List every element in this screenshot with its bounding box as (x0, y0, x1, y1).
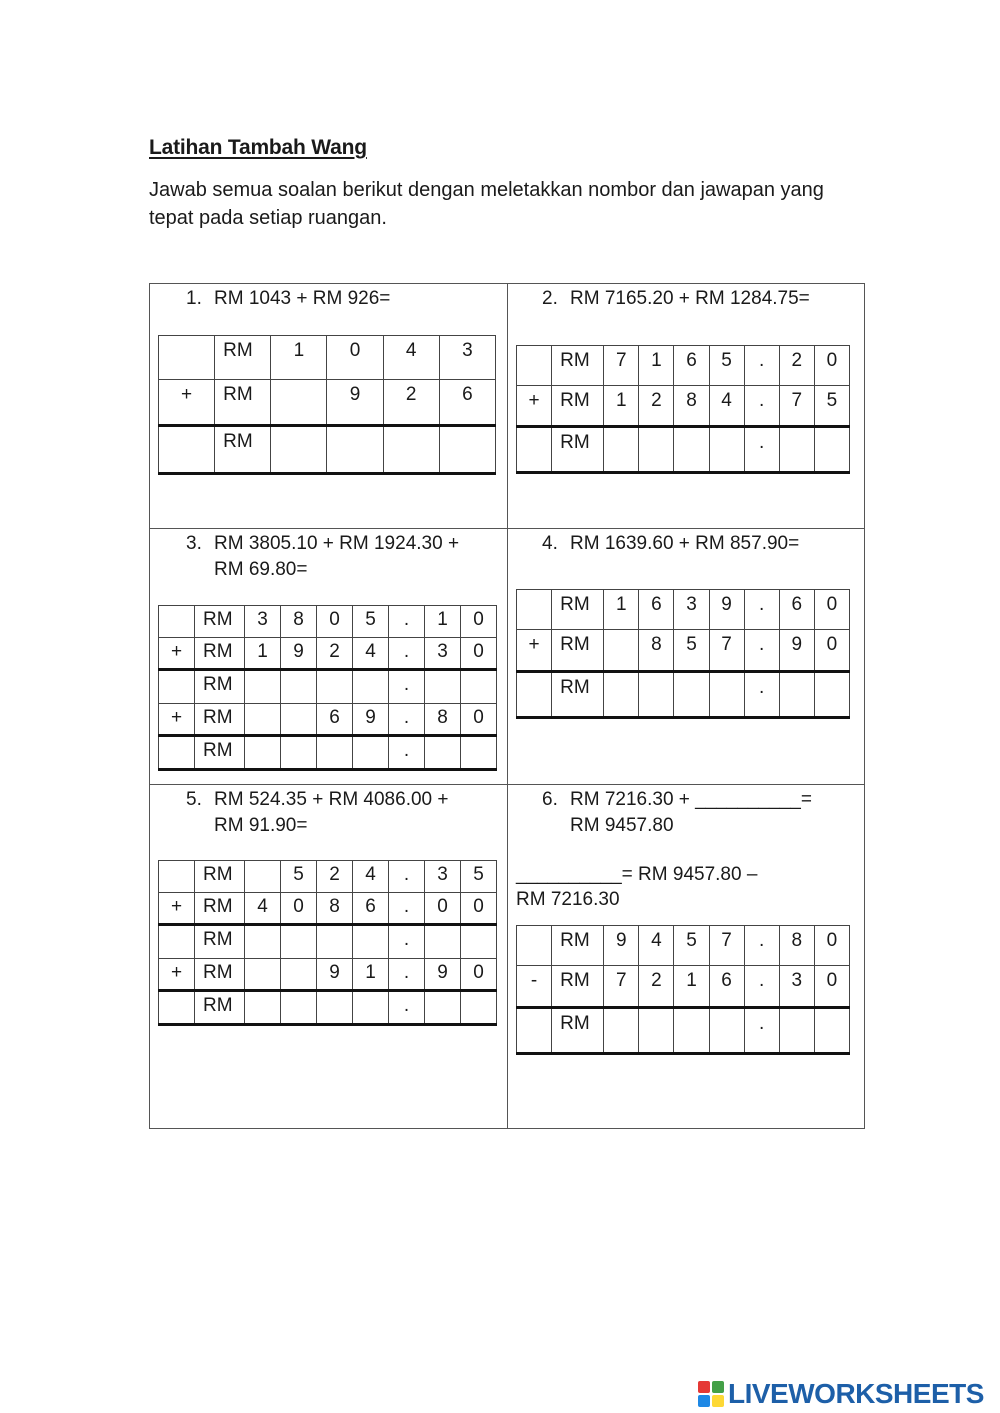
answer-input-cell[interactable] (281, 736, 317, 770)
digit-cell: 1 (353, 959, 389, 991)
question-5-row (159, 959, 497, 991)
digit-cell: 9 (281, 638, 317, 670)
blank-operator-cell (159, 861, 195, 893)
answer-input-cell[interactable] (317, 925, 353, 959)
decimal-point-cell: . (389, 991, 425, 1025)
question-3-row (159, 704, 497, 736)
decimal-point-cell: . (389, 704, 425, 736)
question-1-number: 1. (186, 288, 202, 309)
decimal-point-cell: . (389, 736, 425, 770)
question-2-text: RM 7165.20 + RM 1284.75= (570, 288, 810, 309)
digit-cell: 4 (709, 386, 744, 427)
blank-operator-cell (517, 590, 552, 630)
question-3-row (159, 670, 497, 704)
answer-input-cell[interactable] (327, 426, 383, 474)
answer-input-cell[interactable] (281, 670, 317, 704)
digit-cell: 1 (245, 638, 281, 670)
blank-operator-cell (517, 1008, 552, 1054)
liveworksheets-logo-icon (698, 1381, 724, 1407)
question-5-row (159, 861, 497, 893)
digit-cell: 9 (327, 380, 383, 426)
digit-cell: 7 (709, 630, 744, 672)
operator-cell: + (517, 630, 552, 672)
digit-cell: 0 (461, 959, 497, 991)
digit-cell (281, 959, 317, 991)
digit-cell: 8 (425, 704, 461, 736)
digit-cell: 2 (639, 966, 674, 1008)
answer-input-cell[interactable] (814, 672, 849, 718)
question-1-table (158, 335, 496, 475)
digit-cell: 5 (709, 346, 744, 386)
digit-cell: 4 (353, 861, 389, 893)
answer-input-cell[interactable] (709, 1008, 744, 1054)
digit-cell (271, 380, 327, 426)
blank-operator-cell (159, 925, 195, 959)
question-3-text: RM 3805.10 + RM 1924.30 + (214, 533, 460, 554)
digit-cell: 9 (317, 959, 353, 991)
question-6-working-line: __________= RM 9457.80 – (516, 864, 758, 885)
digit-cell: 6 (709, 966, 744, 1008)
digit-cell: 4 (639, 926, 674, 966)
question-6-row (517, 966, 850, 1008)
currency-label-cell: RM (195, 638, 245, 670)
question-6-table (516, 925, 850, 1055)
digit-cell: 6 (353, 893, 389, 925)
digit-cell (245, 861, 281, 893)
question-1-text: RM 1043 + RM 926= (214, 288, 391, 309)
operator-cell: + (159, 638, 195, 670)
decimal-point-cell: . (389, 925, 425, 959)
answer-input-cell[interactable] (639, 427, 674, 473)
digit-cell: 6 (439, 380, 495, 426)
digit-cell: 4 (245, 893, 281, 925)
answer-input-cell[interactable] (425, 925, 461, 959)
answer-input-cell[interactable] (674, 427, 709, 473)
currency-label-cell: RM (215, 336, 271, 380)
question-5-prompt (186, 787, 506, 841)
blank-operator-cell (159, 991, 195, 1025)
answer-input-cell[interactable] (461, 925, 497, 959)
answer-input-cell[interactable] (245, 670, 281, 704)
answer-input-cell[interactable] (461, 670, 497, 704)
blank-operator-cell (159, 736, 195, 770)
digit-cell: 7 (709, 926, 744, 966)
answer-input-cell[interactable] (245, 991, 281, 1025)
question-4-number: 4. (542, 533, 558, 554)
digit-cell: 3 (439, 336, 495, 380)
blank-operator-cell (159, 426, 215, 474)
digit-cell: 3 (674, 590, 709, 630)
question-4-row (517, 630, 850, 672)
digit-cell: 0 (814, 630, 849, 672)
digit-cell: 2 (317, 638, 353, 670)
question-6-row (517, 1008, 850, 1054)
answer-input-cell[interactable] (439, 426, 495, 474)
answer-input-cell[interactable] (779, 1008, 814, 1054)
question-5-text-2: RM 91.90= (214, 815, 308, 836)
digit-cell: 3 (425, 638, 461, 670)
digit-cell: 0 (814, 346, 849, 386)
digit-cell: 9 (779, 630, 814, 672)
question-2-row (517, 427, 850, 473)
digit-cell: 5 (674, 926, 709, 966)
question-3-number: 3. (186, 533, 202, 554)
worksheet-title: Latihan Tambah Wang (149, 136, 367, 159)
operator-cell: + (159, 380, 215, 426)
operator-cell: + (517, 386, 552, 427)
decimal-point-cell: . (389, 606, 425, 638)
digit-cell: 0 (327, 336, 383, 380)
digit-cell: 0 (461, 893, 497, 925)
digit-cell: 7 (604, 346, 639, 386)
answer-input-cell[interactable] (779, 672, 814, 718)
digit-cell: 2 (317, 861, 353, 893)
digit-cell (245, 959, 281, 991)
digit-cell: 0 (814, 966, 849, 1008)
answer-input-cell[interactable] (317, 736, 353, 770)
digit-cell: 0 (461, 638, 497, 670)
question-2-row (517, 386, 850, 427)
digit-cell: 6 (779, 590, 814, 630)
digit-cell: 9 (425, 959, 461, 991)
answer-input-cell[interactable] (245, 925, 281, 959)
decimal-point-cell: . (744, 630, 779, 672)
digit-cell: 9 (353, 704, 389, 736)
answer-input-cell[interactable] (271, 426, 327, 474)
question-1-row (159, 336, 496, 380)
answer-input-cell[interactable] (353, 991, 389, 1025)
digit-cell: 5 (353, 606, 389, 638)
decimal-point-cell: . (744, 926, 779, 966)
answer-input-cell[interactable] (317, 991, 353, 1025)
digit-cell: 9 (709, 590, 744, 630)
digit-cell: 4 (383, 336, 439, 380)
blank-operator-cell (159, 336, 215, 380)
question-6-text: RM 7216.30 + __________= (570, 789, 812, 810)
decimal-point-cell: . (389, 638, 425, 670)
operator-cell: + (159, 959, 195, 991)
operator-cell: - (517, 966, 552, 1008)
digit-cell: 1 (639, 346, 674, 386)
answer-input-cell[interactable] (281, 925, 317, 959)
question-5-row (159, 893, 497, 925)
question-5-text: RM 524.35 + RM 4086.00 + (214, 789, 449, 810)
answer-input-cell[interactable] (814, 1008, 849, 1054)
answer-input-cell[interactable] (353, 670, 389, 704)
question-3-prompt (186, 531, 506, 585)
answer-input-cell[interactable] (709, 427, 744, 473)
digit-cell: 3 (779, 966, 814, 1008)
currency-label-cell: RM (552, 672, 604, 718)
currency-label-cell: RM (195, 959, 245, 991)
answer-input-cell[interactable] (604, 672, 639, 718)
question-3-text-2: RM 69.80= (214, 559, 308, 580)
currency-label-cell: RM (195, 925, 245, 959)
question-6-prompt (542, 787, 862, 841)
digit-cell (604, 630, 639, 672)
grid-divider-row-1 (150, 528, 864, 529)
digit-cell: 9 (604, 926, 639, 966)
answer-input-cell[interactable] (604, 427, 639, 473)
answer-input-cell[interactable] (639, 1008, 674, 1054)
answer-input-cell[interactable] (353, 925, 389, 959)
question-6-number: 6. (542, 789, 558, 810)
digit-cell: 0 (425, 893, 461, 925)
digit-cell: 8 (281, 606, 317, 638)
currency-label-cell: RM (195, 704, 245, 736)
digit-cell: 2 (779, 346, 814, 386)
answer-input-cell[interactable] (674, 672, 709, 718)
liveworksheets-logo (698, 1376, 984, 1412)
currency-label-cell: RM (195, 670, 245, 704)
answer-input-cell[interactable] (604, 1008, 639, 1054)
question-3-row (159, 736, 497, 770)
currency-label-cell: RM (195, 736, 245, 770)
answer-input-cell[interactable] (425, 670, 461, 704)
digit-cell: 5 (674, 630, 709, 672)
question-2-table (516, 345, 850, 474)
digit-cell: 8 (779, 926, 814, 966)
question-4-table (516, 589, 850, 719)
blank-operator-cell (517, 672, 552, 718)
question-4-row (517, 672, 850, 718)
answer-input-cell[interactable] (779, 427, 814, 473)
digit-cell: 1 (604, 386, 639, 427)
instructions-text: Jawab semua soalan berikut dengan meletakkan nombor dan jawapan yang tepat pada setiap ruangan. (149, 179, 824, 229)
digit-cell: 3 (425, 861, 461, 893)
digit-cell: 0 (461, 606, 497, 638)
currency-label-cell: RM (195, 991, 245, 1025)
currency-label-cell: RM (195, 861, 245, 893)
answer-input-cell[interactable] (317, 670, 353, 704)
answer-input-cell[interactable] (281, 991, 317, 1025)
answer-input-cell[interactable] (425, 991, 461, 1025)
question-5-row (159, 925, 497, 959)
digit-cell: 0 (281, 893, 317, 925)
currency-label-cell: RM (552, 386, 604, 427)
currency-label-cell: RM (552, 1008, 604, 1054)
answer-input-cell[interactable] (245, 736, 281, 770)
answer-input-cell[interactable] (353, 736, 389, 770)
question-5-number: 5. (186, 789, 202, 810)
question-2-number: 2. (542, 288, 558, 309)
question-6-row (517, 926, 850, 966)
currency-label-cell: RM (552, 966, 604, 1008)
question-4-text: RM 1639.60 + RM 857.90= (570, 533, 800, 554)
blank-operator-cell (517, 346, 552, 386)
decimal-point-cell: . (389, 893, 425, 925)
digit-cell: 0 (814, 590, 849, 630)
digit-cell: 0 (814, 926, 849, 966)
currency-label-cell: RM (552, 427, 604, 473)
blank-operator-cell (159, 606, 195, 638)
answer-input-cell[interactable] (425, 736, 461, 770)
question-6-text-2: RM 9457.80 (570, 815, 674, 836)
decimal-point-cell: . (389, 959, 425, 991)
answer-input-cell[interactable] (383, 426, 439, 474)
question-1-row (159, 380, 496, 426)
decimal-point-cell: . (744, 346, 779, 386)
question-5-table (158, 860, 497, 1026)
answer-input-cell[interactable] (814, 427, 849, 473)
digit-cell: 1 (674, 966, 709, 1008)
decimal-point-cell: . (744, 427, 779, 473)
blank-operator-cell (517, 427, 552, 473)
currency-label-cell: RM (552, 926, 604, 966)
decimal-point-cell: . (744, 590, 779, 630)
grid-divider-row-2 (150, 784, 864, 785)
answer-input-cell[interactable] (674, 1008, 709, 1054)
digit-cell: 6 (674, 346, 709, 386)
currency-label-cell: RM (552, 346, 604, 386)
currency-label-cell: RM (215, 380, 271, 426)
currency-label-cell: RM (552, 590, 604, 630)
question-2-row (517, 346, 850, 386)
digit-cell: 1 (425, 606, 461, 638)
question-3-table (158, 605, 497, 771)
answer-input-cell[interactable] (461, 736, 497, 770)
blank-operator-cell (517, 926, 552, 966)
decimal-point-cell: . (744, 672, 779, 718)
answer-input-cell[interactable] (461, 991, 497, 1025)
digit-cell: 5 (461, 861, 497, 893)
digit-cell: 6 (317, 704, 353, 736)
liveworksheets-logo-text: LIVEWORKSHEETS (728, 1378, 984, 1409)
digit-cell: 0 (317, 606, 353, 638)
answer-input-cell[interactable] (639, 672, 674, 718)
decimal-point-cell: . (389, 861, 425, 893)
digit-cell: 2 (639, 386, 674, 427)
currency-label-cell: RM (195, 893, 245, 925)
digit-cell: 1 (604, 590, 639, 630)
question-1-row (159, 426, 496, 474)
digit-cell: 2 (383, 380, 439, 426)
operator-cell: + (159, 893, 195, 925)
operator-cell: + (159, 704, 195, 736)
decimal-point-cell: . (744, 1008, 779, 1054)
digit-cell: 8 (317, 893, 353, 925)
digit-cell: 5 (281, 861, 317, 893)
question-5-row (159, 991, 497, 1025)
currency-label-cell: RM (195, 606, 245, 638)
blank-operator-cell (159, 670, 195, 704)
answer-input-cell[interactable] (709, 672, 744, 718)
question-3-row (159, 606, 497, 638)
digit-cell: 8 (639, 630, 674, 672)
digit-cell: 0 (461, 704, 497, 736)
question-4-prompt (542, 531, 862, 561)
digit-cell: 4 (353, 638, 389, 670)
digit-cell: 3 (245, 606, 281, 638)
digit-cell (281, 704, 317, 736)
digit-cell: 5 (814, 386, 849, 427)
digit-cell: 8 (674, 386, 709, 427)
digit-cell (245, 704, 281, 736)
question-4-row (517, 590, 850, 630)
currency-label-cell: RM (552, 630, 604, 672)
decimal-point-cell: . (744, 966, 779, 1008)
digit-cell: 6 (639, 590, 674, 630)
digit-cell: 7 (604, 966, 639, 1008)
grid-divider-vertical (507, 284, 508, 1128)
question-3-row (159, 638, 497, 670)
digit-cell: 1 (271, 336, 327, 380)
question-6-working-line-2: RM 7216.30 (516, 889, 620, 910)
question-2-prompt (542, 286, 862, 316)
questions-grid (149, 283, 865, 1129)
decimal-point-cell: . (744, 386, 779, 427)
digit-cell: 7 (779, 386, 814, 427)
decimal-point-cell: . (389, 670, 425, 704)
currency-label-cell: RM (215, 426, 271, 474)
